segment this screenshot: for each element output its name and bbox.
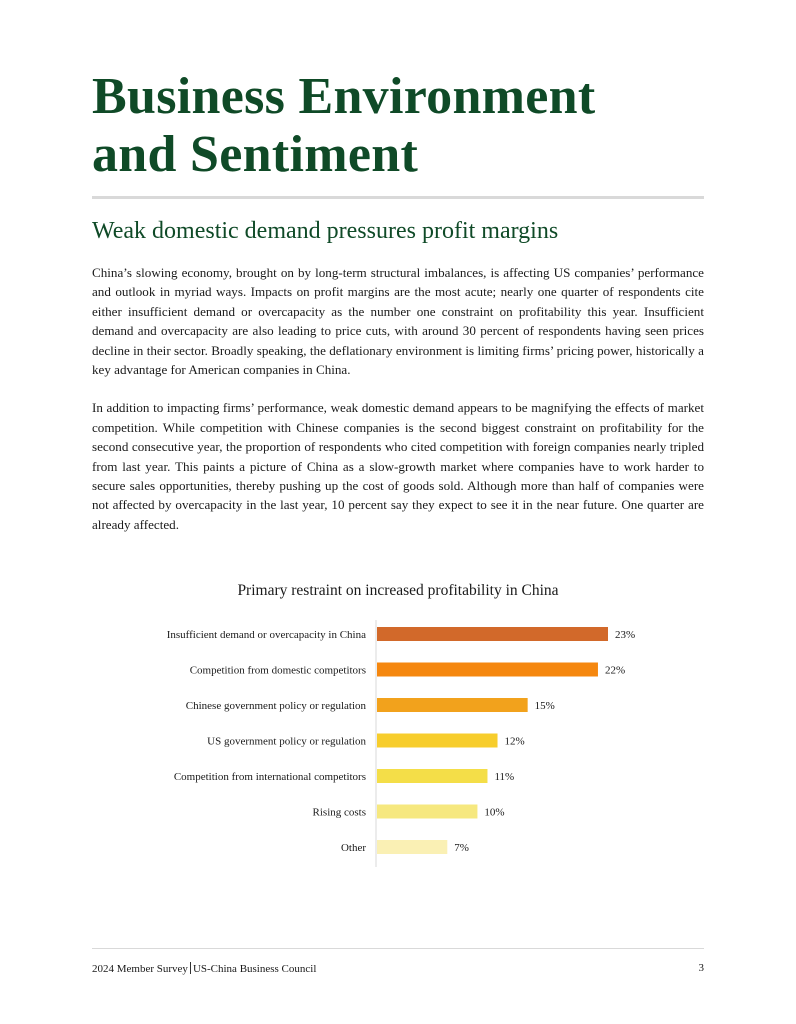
category-label: Chinese government policy or regulation — [185, 700, 366, 712]
value-label: 10% — [484, 806, 505, 819]
page — [92, 0, 704, 1024]
page-number: 3 — [698, 962, 704, 974]
bar — [377, 627, 608, 641]
bar — [377, 734, 498, 748]
title-divider — [92, 196, 704, 199]
paragraph-2: In addition to impacting firms’ performance, weak domestic demand appears to be magnifying the effects of market competition. While competition with Chinese companies is the second biggest constraint on profitability for the second consecutive year, the proportion of respondents who cited competition with foreign companies nearly tripled from last year. This paints a picture of China as a slow-growth market where companies have to work harder to secure sales opportunities, thereby pushing up the cost of goods sold. Although more than half of companies were not affected by overcapacity in the last year, 10 percent say they expect to see it in the near future. One quarter are already affected. — [92, 400, 704, 532]
value-label: 22% — [604, 664, 626, 677]
bar — [377, 663, 598, 677]
footer-divider — [92, 948, 704, 949]
section-subtitle: Weak domestic demand pressures profit margins — [92, 218, 559, 244]
chart-title: Primary restraint on increased profitability in China — [237, 582, 559, 599]
footer-survey-name: 2024 Member Survey — [92, 963, 188, 975]
footer — [92, 962, 704, 975]
category-label: Rising costs — [312, 806, 366, 819]
category-label: Competition from domestic competitors — [189, 664, 366, 677]
footer-source — [92, 962, 316, 975]
bar — [377, 698, 528, 712]
title-line-2: and Sentiment — [92, 126, 419, 183]
bar — [377, 769, 487, 783]
category-label: Competition from international competitors — [173, 771, 366, 783]
category-label: US government policy or regulation — [207, 735, 366, 748]
title-line-1: Business Environment — [92, 68, 596, 125]
bar — [377, 840, 447, 854]
value-label: 15% — [534, 700, 555, 712]
footer-org-name: US-China Business Council — [192, 963, 317, 975]
bar-chart — [92, 620, 704, 880]
page-title — [92, 68, 704, 184]
value-label: 23% — [615, 629, 636, 641]
value-label: 7% — [454, 842, 469, 854]
paragraph-1: China’s slowing economy, brought on by long-term structural imbalances, is affecting US companies’ performance and outlook in myriad ways. Impacts on profit margins are the most acute; nearly one quarter of respondents cite either insufficient demand or overcapacity as the number one constraint on profitability this year. Insufficient demand and overcapacity are also leading to price cuts, with around 30 percent of respondents having seen prices decline in their sector. Broadly speaking, the deflationary environment is limiting firms’ pricing power, historically a key advantage for American companies in China. — [92, 265, 704, 378]
category-label: Insufficient demand or overcapacity in China — [166, 629, 366, 641]
bar — [377, 805, 477, 819]
value-label: 12% — [504, 735, 525, 748]
category-label: Other — [340, 842, 366, 854]
value-label: 11% — [494, 771, 515, 783]
footer-separator — [190, 962, 191, 974]
body-text — [92, 263, 704, 553]
